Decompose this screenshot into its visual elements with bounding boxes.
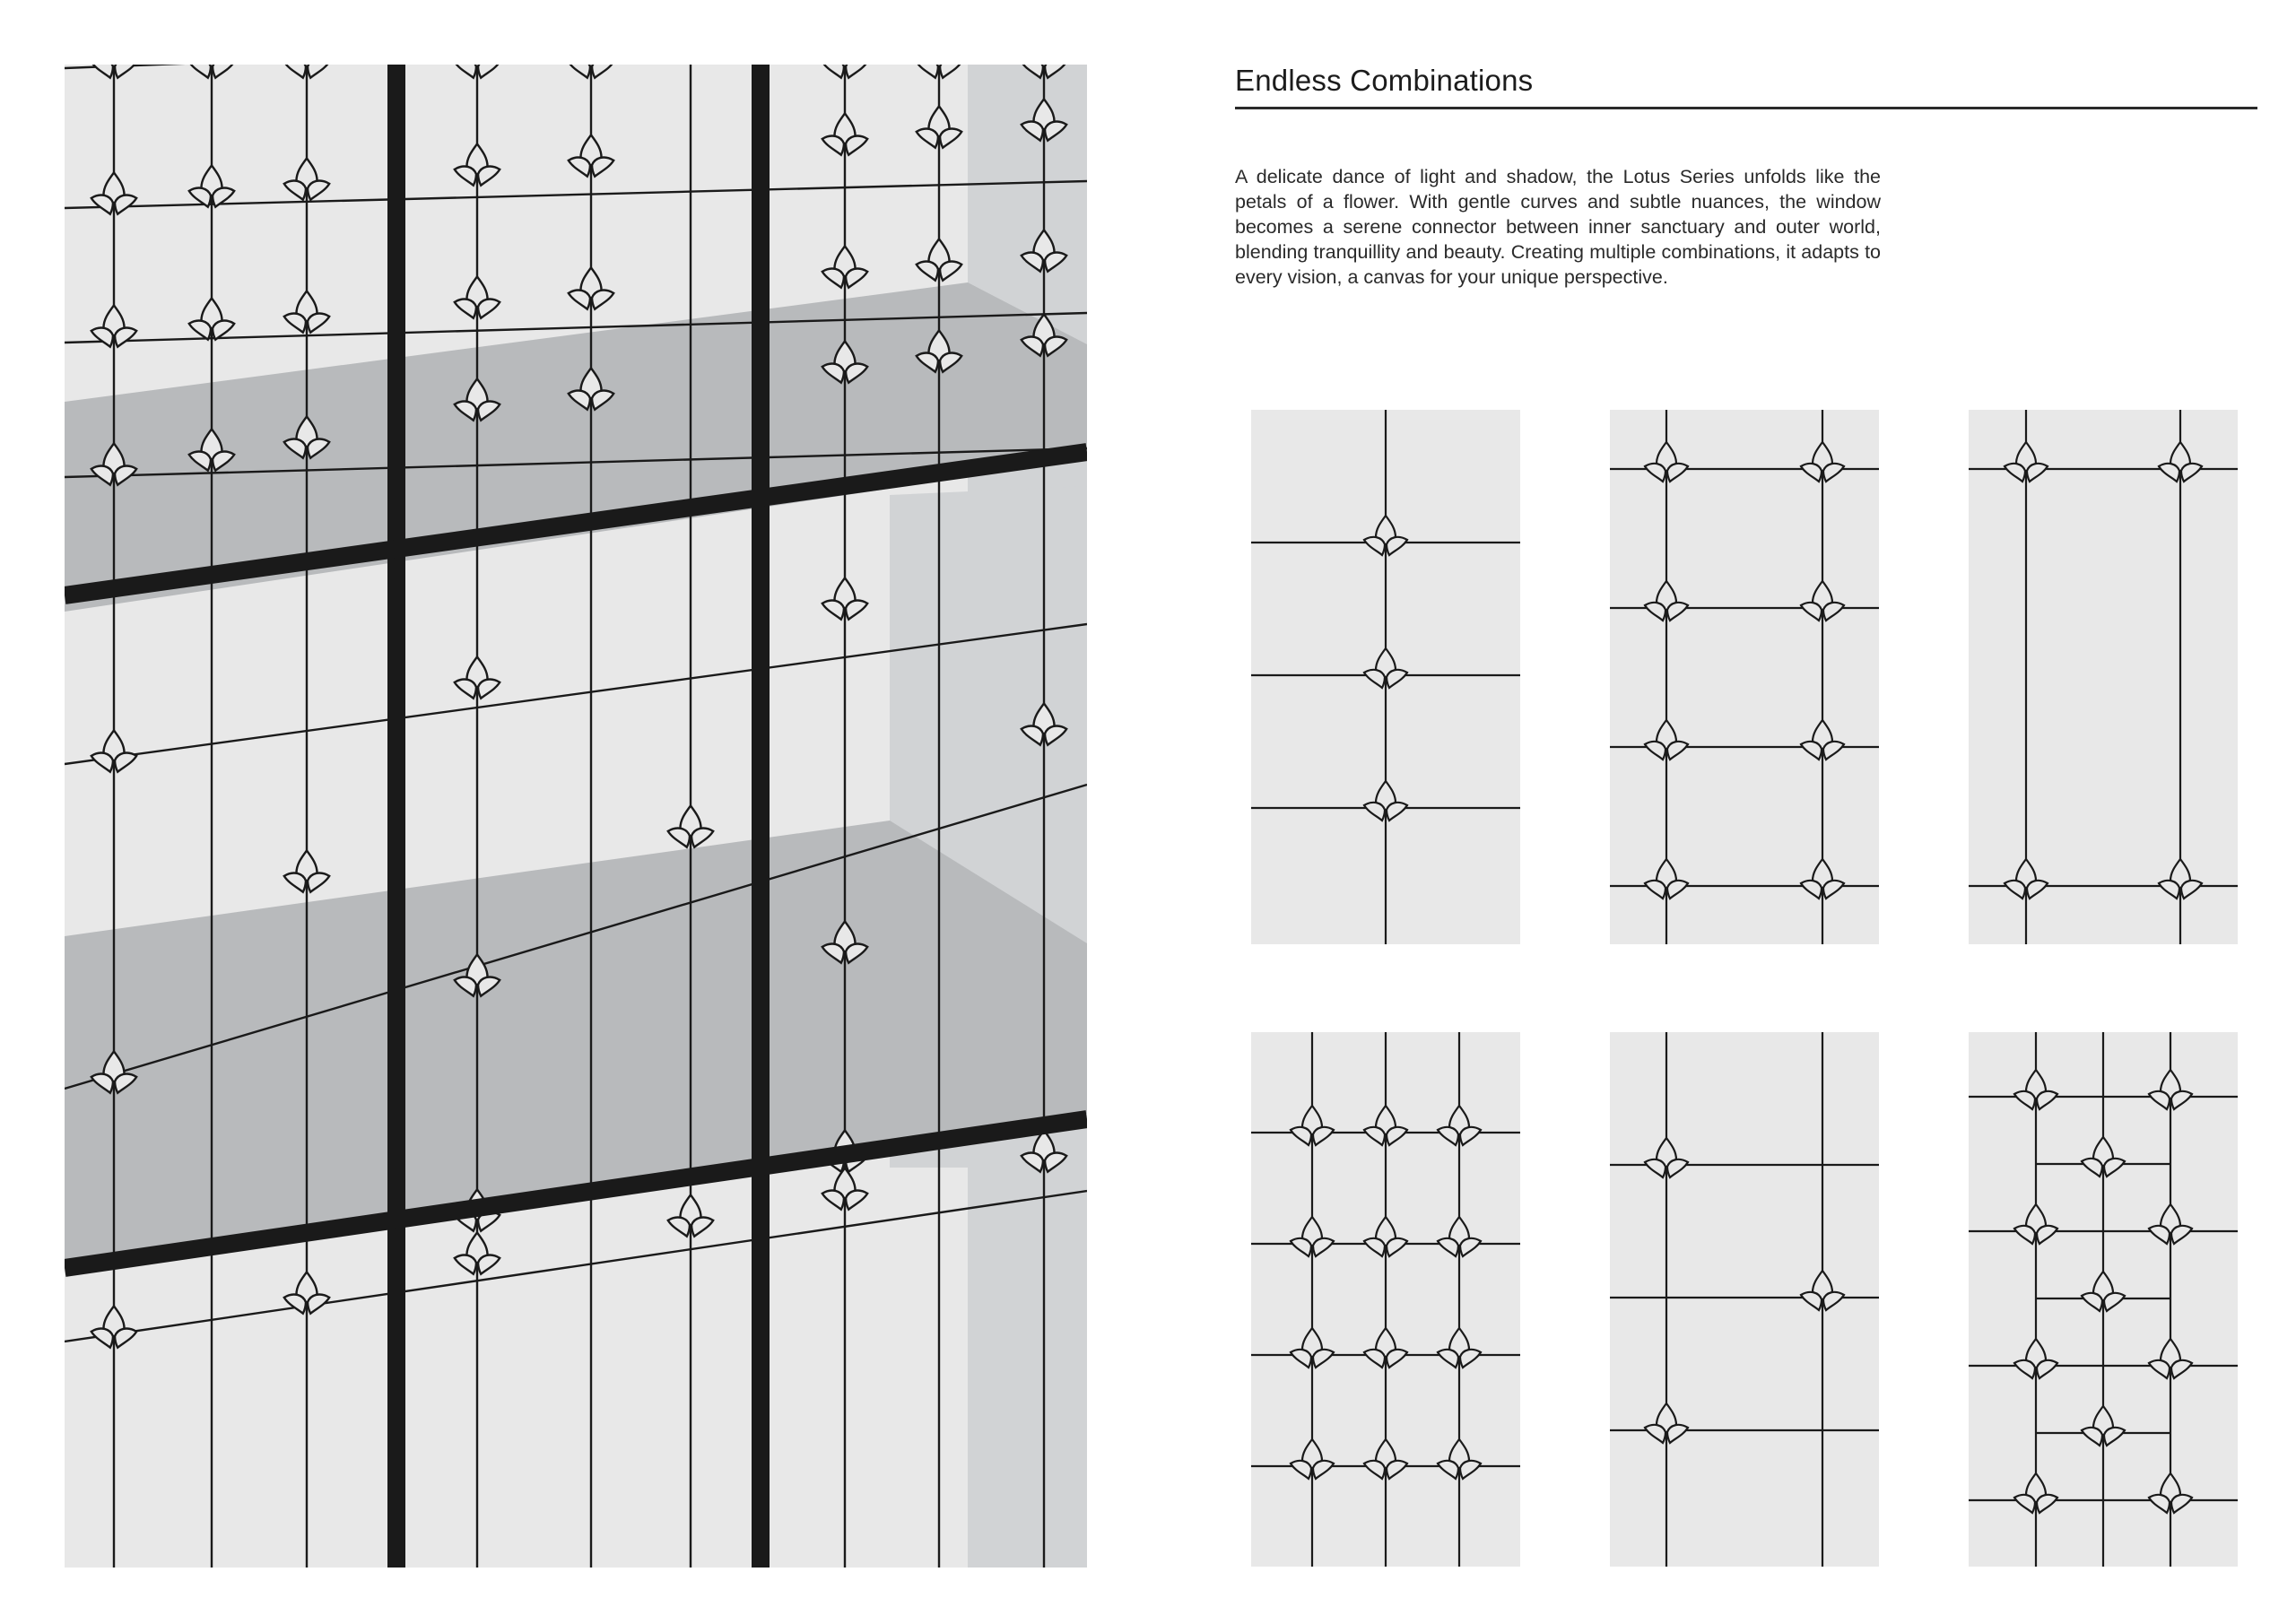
combination-panel-dense-grid <box>1251 1032 1520 1567</box>
heading-underline <box>1235 107 2257 109</box>
combination-panel-two-verticals-four-rows <box>1610 410 1879 944</box>
combination-panel-rectangle-frame <box>1969 410 2238 944</box>
glass-pane <box>1610 410 1879 944</box>
section-description: A delicate dance of light and shadow, the Lotus Series unfolds like the petals of a flower. With gentle curves and subtle nuances, the window becomes a serene connector between inner sanctuary and outer world, blending tranquillity and beauty. Creating multiple combinations, it adapts to every vision, a canvas for your unique perspective. <box>1235 166 1881 288</box>
section-heading: Endless Combinations <box>1235 64 1534 97</box>
lotus-window-perspective-illustration <box>65 65 1087 1568</box>
glass-pane <box>1969 410 2238 944</box>
combination-panel-two-verticals-offset <box>1610 1032 1879 1567</box>
combination-panel-staggered-lattice <box>1969 1032 2238 1567</box>
combination-panel-single-vertical <box>1251 410 1520 944</box>
